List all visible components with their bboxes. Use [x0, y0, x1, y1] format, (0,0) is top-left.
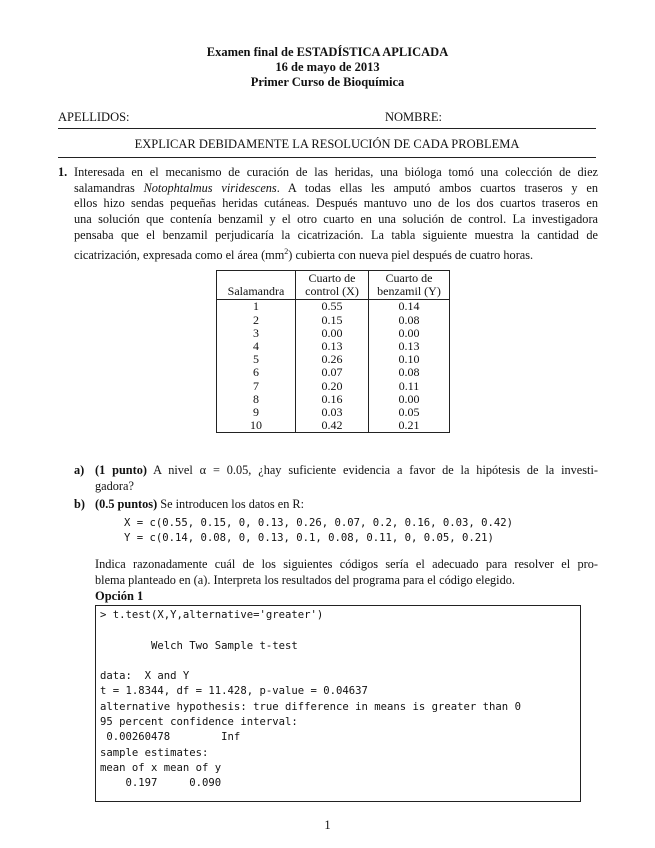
r-output-box [95, 605, 581, 802]
part-a-points: (1 punto) [95, 463, 147, 477]
output-line: 0.00260478 Inf [100, 731, 241, 744]
part-b-points: (0.5 puntos) [95, 497, 158, 511]
exam-header [0, 45, 655, 90]
cell-control: 0.26 [296, 353, 369, 366]
cell-control: 0.03 [296, 406, 369, 419]
cell-benzamil: 0.11 [398, 378, 420, 393]
cell-salamandra: 1 [217, 300, 296, 314]
statement-line: cicatrización, expresada como el área $(mm^2)$ cubierta con nueva piel después de cuatro horas. [74, 246, 534, 262]
cell-control: 0.20 [296, 380, 369, 393]
table-row [217, 419, 450, 433]
part-b-instructions: Indica razonadamente cuál de los siguientes códigos sería el adecuado para resolver el pro- blema planteado en (a). Interpreta los resultados del programa para el código elegido. [95, 557, 598, 587]
statement-line: una solución que contenía benzamil y el otro cuarto en una solución de control. La investigadora [74, 212, 598, 227]
cell-benzamil: 0.14 [398, 299, 420, 314]
cell-benzamil: 0.10 [398, 352, 420, 367]
part-a [74, 463, 598, 494]
output-line: alternative hypothesis: true difference in means is greater than 0 [100, 700, 521, 713]
table-row [217, 300, 450, 314]
cell-control: 0.16 [296, 393, 369, 406]
cell-salamandra: 5 [217, 353, 296, 366]
statement-line: ellos hizo sendas pequeñas heridas cutáneas. Después mantuvo uno de los dos cuartos traseros en [74, 196, 598, 211]
header-control: Cuarto de control (X) [296, 271, 369, 300]
table-row [217, 314, 450, 327]
part-b-tag: b) [74, 497, 85, 511]
cell-control: 0.13 [296, 340, 369, 353]
cell-salamandra: 6 [217, 366, 296, 379]
header-salamandra: Salamandra [217, 271, 296, 300]
problem-statement [74, 165, 598, 263]
exam-date: 16 de mayo de 2013 [275, 60, 380, 74]
cell-salamandra: 4 [217, 340, 296, 353]
table-header-row [217, 271, 450, 300]
exam-course: Primer Curso de Bioquímica [250, 75, 405, 89]
output-line: t = 1.8344, df = 11.428, p-value = 0.04637 [100, 685, 368, 698]
output-line: sample estimates: [100, 746, 209, 759]
cell-salamandra: 7 [217, 380, 296, 393]
cell-benzamil: 0.13 [398, 339, 420, 354]
cell-salamandra: 9 [217, 406, 296, 419]
part-a-question: (1 punto) A nivel α = 0.05, ¿hay suficiente evidencia a favor de la hipótesis de la investi- gadora? [95, 463, 598, 493]
cell-control: 0.42 [296, 419, 369, 433]
statement-line: salamandras Notophtalmus viridescens. A todas ellas les amputó ambos cuartos traseros y en [74, 180, 598, 195]
output-line: 0.197 0.090 [100, 777, 222, 790]
species-name: Notophtalmus viridescens [143, 180, 277, 195]
cell-benzamil: 0.05 [398, 405, 420, 420]
cell-benzamil: 0.00 [398, 391, 420, 406]
cell-salamandra: 3 [217, 327, 296, 340]
statement-line: Interesada en el mecanismo de curación de las heridas, una bióloga tomó una colección de diez [74, 165, 598, 179]
instructions: EXPLICAR DEBIDAMENTE LA RESOLUCIÓN DE CADA PROBLEMA [58, 137, 596, 158]
cell-benzamil: 0.08 [398, 365, 420, 380]
cell-benzamil: 0.21 [398, 418, 420, 433]
problem-number: 1. [58, 165, 68, 179]
table-body [217, 300, 450, 433]
exam-title: Examen final de ESTADÍSTICA APLICADA [206, 45, 449, 59]
table-row [217, 380, 450, 393]
cell-control: 0.55 [296, 300, 369, 314]
option-1-title: Opción 1 [95, 589, 144, 603]
cell-control: 0.07 [296, 366, 369, 379]
problem-1 [58, 165, 598, 263]
output-line: > t.test(X,Y,alternative='greater') [100, 609, 324, 621]
part-a-tag: a) [74, 463, 85, 477]
cell-benzamil: 0.00 [398, 325, 420, 340]
output-line: mean of x mean of y [100, 761, 222, 774]
name-label: NOMBRE: [385, 110, 442, 124]
surname-label: APELLIDOS: [58, 110, 130, 124]
cell-control: 0.15 [296, 314, 369, 327]
output-line: data: X and Y [100, 670, 190, 683]
cell-salamandra: 10 [217, 419, 296, 433]
r-data-code [124, 516, 513, 547]
code-line-x: X = c(0.55, 0.15, 0, 0.13, 0.26, 0.07, 0.2, 0.16, 0.03, 0.42) [124, 517, 514, 529]
cell-salamandra: 8 [217, 393, 296, 406]
student-info-row [58, 110, 596, 129]
part-b [74, 497, 598, 513]
output-line: 95 percent confidence interval: [100, 716, 298, 729]
table-row [217, 366, 450, 379]
code-line-y: Y = c(0.14, 0.08, 0, 0.13, 0.1, 0.08, 0.11, 0, 0.05, 0.21) [124, 532, 494, 545]
cell-control: 0.00 [296, 327, 369, 340]
statement-line: pensaba que el benzamil perjudicaría la cicatrización. La tabla siguiente muestra la cantidad de [74, 227, 598, 242]
cell-salamandra: 2 [217, 314, 296, 327]
page-number: 1 [324, 818, 331, 832]
output-line: Welch Two Sample t-test [100, 639, 298, 652]
output-line [100, 623, 580, 638]
header-benzamil: Cuarto de benzamil (Y) [369, 271, 450, 300]
salamander-data-table [216, 270, 450, 433]
cell-benzamil: 0.08 [398, 312, 420, 327]
part-b-intro: (0.5 puntos) Se introducen los datos en R: [95, 497, 305, 511]
output-line [100, 654, 580, 669]
